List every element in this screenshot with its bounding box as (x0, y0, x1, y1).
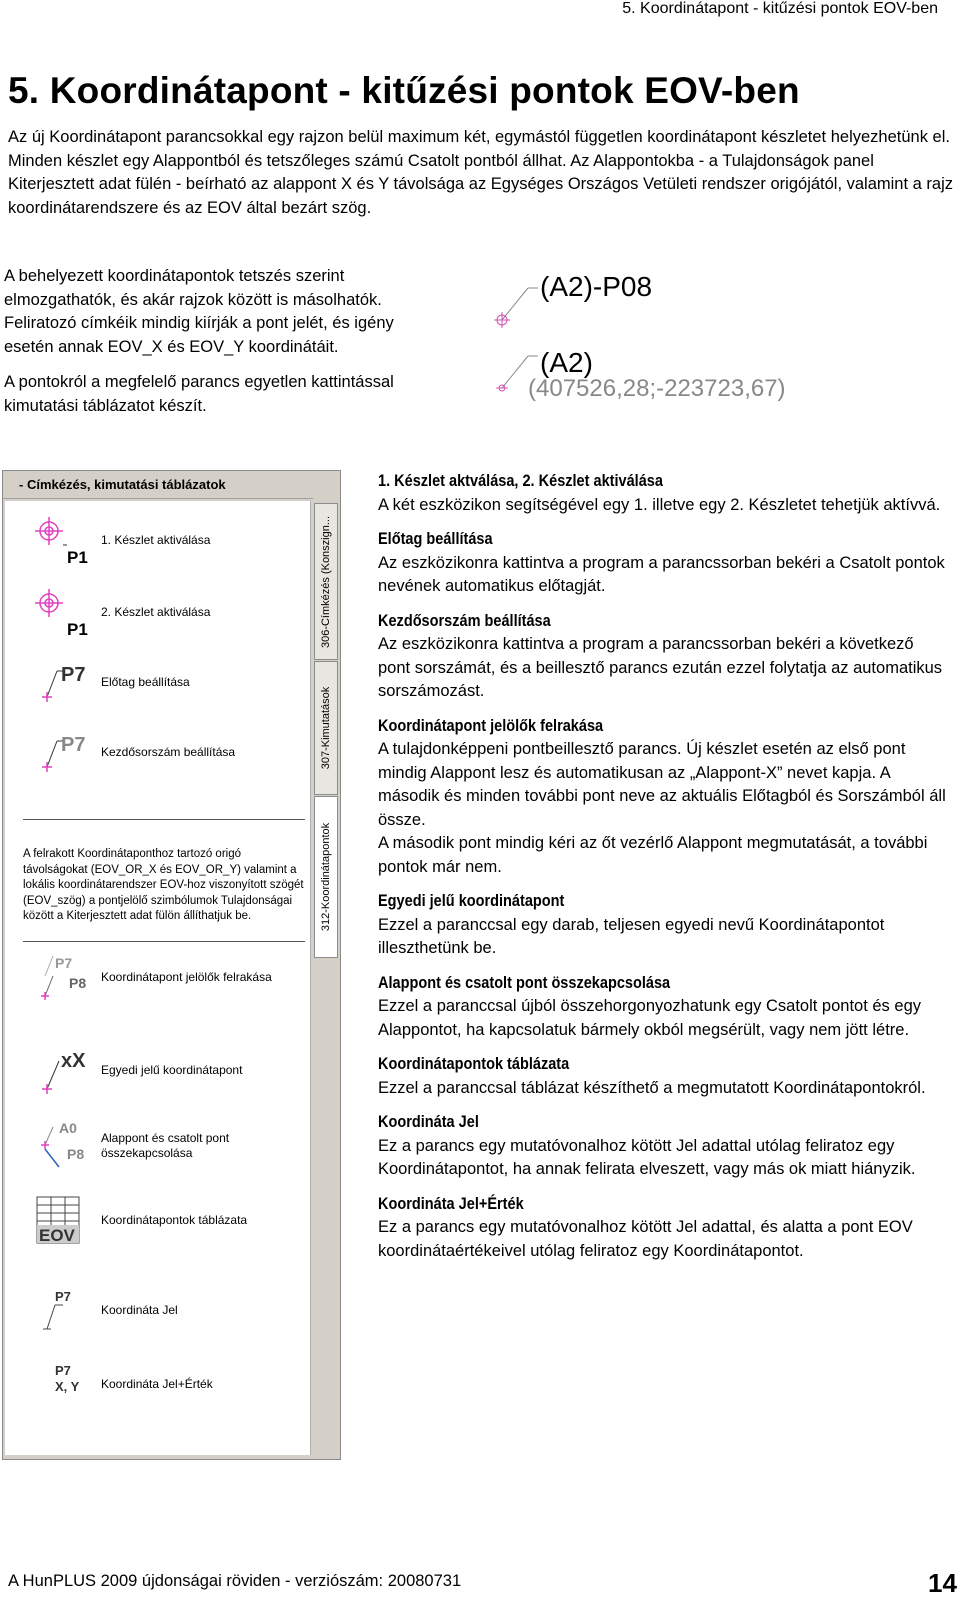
desc-item (378, 890, 948, 961)
desc-title: Koordináta Jel (378, 1113, 479, 1131)
palette-body (5, 501, 311, 1455)
place-points-icon (33, 952, 93, 1004)
tool-link-points-label: Alappont és csatolt pont összekapcsolása (101, 1131, 230, 1160)
label-example-figure (488, 268, 818, 423)
desc-item (378, 1111, 948, 1182)
target-p1-icon (33, 587, 93, 639)
leader-line-2 (502, 356, 528, 388)
svg-text:xX: xX (61, 1050, 86, 1072)
tool-place-points-label: Koordinátapont jelölők felrakása (101, 970, 272, 984)
link-points-icon (33, 1119, 93, 1171)
label-example-svg (488, 268, 818, 423)
desc-item (378, 1193, 948, 1264)
desc-text: A két eszközikon segítségével egy 1. illetve egy 2. Készletet tehetjük aktívvá. (378, 495, 941, 514)
palette-note: A felrakott Koordinátaponthoz tartozó origó távolságokat (EOV_OR_X és EOV_OR_Y) valamint a lokális koordinátarendszer EOV-hoz viszonyított szögét (EOV_szög) a pontjelölő szimbólumok Tulajdonságai között a Kiterjesztett adat fülön állíthatjuk be. (23, 848, 304, 922)
tool-link-points[interactable] (5, 1115, 305, 1175)
label-coords: (407526,28;-223723,67) (528, 375, 786, 402)
tool-set2-activate[interactable] (5, 583, 305, 643)
desc-title: Előtag beállítása (378, 530, 493, 548)
prefix-p7-icon (33, 657, 93, 709)
svg-text:P1: P1 (67, 548, 88, 567)
tool-custom-point-label: Egyedi jelű koordinátapont (101, 1063, 243, 1077)
tool-eov-table-label: Koordinátapontok táblázata (101, 1213, 248, 1227)
desc-text-2: A második pont mindig kéri az őt vezérlő Alappont megmutatását, a további pontok már nem. (378, 834, 928, 876)
tool-custom-point[interactable] (5, 1041, 305, 1101)
label-p08: (A2)-P08 (540, 271, 653, 302)
footer-text: A HunPLUS 2009 újdonságai röviden - verziószám: 20080731 (8, 1572, 462, 1590)
start-number-p7-icon (33, 727, 93, 779)
tab-labelling[interactable]: 306-Címkézés (Konszign... (314, 503, 338, 660)
svg-text:P8: P8 (67, 1146, 85, 1162)
desc-item (378, 715, 948, 880)
tool-coordinate-label-value[interactable] (5, 1355, 305, 1415)
svg-text:X, Y: X, Y (55, 1379, 80, 1394)
page-title: 5. Koordinátapont - kitűzési pontok EOV-ben (8, 70, 800, 111)
svg-text:P7: P7 (55, 955, 73, 971)
eov-table-icon (33, 1195, 93, 1247)
desc-text: Ezzel a paranccsal táblázat készíthető a megmutatott Koordinátapontokról. (378, 1078, 926, 1097)
svg-text:P7: P7 (55, 1363, 71, 1378)
desc-text: Az eszközikonra kattintva a program a parancssorban bekéri a következő pont sorszámát, és a beillesztő parancs ezután ezzel folytatja az automatikus sorszámozást. (378, 635, 943, 700)
palette-tabs (312, 501, 340, 1455)
svg-text:P7: P7 (55, 1289, 71, 1304)
desc-title: Alappont és csatolt pont összekapcsolása (378, 973, 671, 992)
tab-coordinate-points[interactable]: 312-Koordinátapontok (314, 796, 338, 958)
tool-palette (2, 470, 341, 1460)
leader-line-1 (502, 288, 528, 320)
desc-text: A tulajdonképpeni pontbeillesztő parancs. Új készlet esetén az első pont mindig Alappont lesz és automatikusan az „Alappont-X” nevet kapja. A második és minden további pont neve az aktuális Előtagból és Sorszámból áll össze. (378, 740, 946, 829)
left-column (4, 265, 444, 430)
tool-start-number[interactable] (5, 723, 305, 783)
desc-text: Ezzel a paranccsal újból összehorgonyozhatunk egy Csatolt pontot és egy Alappontot, ha kapcsolatuk bármely okból megsérült, vagy nem jött létre. (378, 997, 921, 1039)
label-value-icon (33, 1359, 93, 1411)
page-number: 14 (928, 1568, 957, 1598)
svg-text:A0: A0 (59, 1120, 77, 1136)
desc-title: Koordinátapontok táblázata (378, 1055, 570, 1073)
desc-item (378, 528, 948, 599)
tool-coordinate-label-label: Koordináta Jel (101, 1303, 178, 1317)
desc-item (378, 470, 948, 517)
svg-text:P1: P1 (67, 620, 88, 639)
tool-set1-activate[interactable] (5, 511, 305, 571)
palette-separator (23, 941, 305, 942)
tool-set2-label: 2. Készlet aktiválása (101, 605, 211, 619)
desc-title: Egyedi jelű koordinátapont (378, 892, 565, 910)
desc-title: Koordináta Jel+Érték (378, 1194, 524, 1213)
svg-text:EOV: EOV (39, 1226, 75, 1245)
running-header: 5. Koordinátapont - kitűzési pontok EOV-ben (622, 0, 938, 17)
desc-text: Az eszközikonra kattintva a program a parancssorban bekéri a Csatolt pontok nevének automatikus előtagját. (378, 553, 945, 595)
target-p1-icon (33, 515, 93, 567)
desc-text: Ez a parancs egy mutatóvonalhoz kötött Jel adattal, és alatta a pont EOV koordinátaértékeivel utólag feliratoz egy Koordinátapontot. (378, 1218, 913, 1260)
left-para-2: A pontokról a megfelelő parancs egyetlen kattintással kimutatási táblázatot készít. (4, 373, 394, 415)
intro-paragraph (8, 126, 953, 220)
desc-item (378, 1053, 948, 1100)
tool-place-points[interactable] (5, 948, 305, 1008)
tab-reports[interactable]: 307-Kimutatások (314, 661, 338, 795)
custom-point-icon (33, 1045, 93, 1097)
palette-separator (23, 819, 305, 820)
tool-coordinate-label[interactable] (5, 1281, 305, 1341)
desc-text: Ez a parancs egy mutatóvonalhoz kötött Jel adattal utólag feliratoz egy Koordinátapontot, ha annak felirata elveszett, vagy más ok miatt hiányzik. (378, 1136, 916, 1178)
desc-item (378, 972, 948, 1043)
palette-title: - Címkézés, kimutatási táblázatok (3, 471, 313, 499)
desc-title: 1. Készlet aktválása, 2. Készlet aktiválása (378, 472, 663, 490)
left-para-1: A behelyezett koordinátapontok tetszés szerint elmozgathatók, és akár rajzok között is másolhatók. Feliratozó címkéik mindig kiírják a pont jelét, és igény esetén annak EOV_X és EOV_Y koordinátáit. (4, 267, 394, 356)
desc-title: Koordinátapont jelölők felrakása (378, 716, 604, 735)
label-icon (33, 1285, 93, 1337)
desc-text: Ezzel a paranccsal egy darab, teljesen egyedi nevű Koordinátapontot illeszthetünk be. (378, 915, 885, 957)
tool-set1-label: 1. Készlet aktiválása (101, 533, 211, 547)
svg-text:P7: P7 (61, 734, 86, 756)
tool-eov-table[interactable] (5, 1191, 305, 1251)
label-a2: (A2) (540, 347, 593, 378)
tool-coordinate-label-value-label: Koordináta Jel+Érték (101, 1377, 213, 1391)
description-list (378, 470, 948, 1274)
tool-prefix[interactable] (5, 653, 305, 713)
tool-prefix-label: Előtag beállítása (101, 675, 190, 689)
intro-text: Az új Koordinátapont parancsokkal egy rajzon belül maximum két, egymástól független koordinátapont készletet helyezhetünk el. Minden készlet egy Alappontból és tetszőleges számú Csatolt pontból állhat. Az Alappontokba - a Tulajdonságok panel Kiterjesztett adat fülén - beírható az alappont X és Y távolsága az Egységes Országos Vetületi rendszer origójától, valamint a rajz koordinátarendszere és az EOV által bezárt szög. (8, 128, 954, 217)
svg-text:P8: P8 (69, 975, 87, 991)
desc-title: Kezdősorszám beállítása (378, 611, 551, 630)
svg-text:P7: P7 (61, 664, 86, 686)
desc-item (378, 610, 948, 704)
tool-start-number-label: Kezdősorszám beállítása (101, 745, 236, 759)
